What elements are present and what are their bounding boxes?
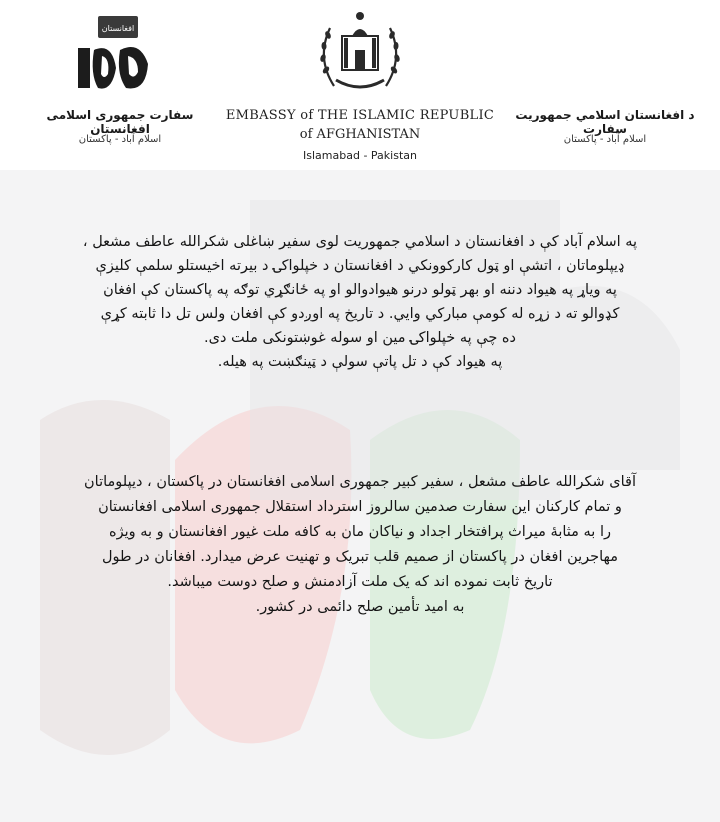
dari-line: مهاجرین افغان در پاکستان از صمیم قلب تبریک و تهنیت عرض میدارد. افغانان در طول: [101, 549, 619, 565]
embassy-location-pashto: اسلام آباد - پاکستان: [563, 134, 647, 145]
dari-line: تاریخ ثابت نموده اند که یک ملت آزادمنش و صلح دوست میباشد.: [167, 574, 553, 590]
embassy-location-dari: اسلام آباد - پاکستان: [78, 134, 162, 145]
embassy-name-english-country: of AFGHANISTAN: [299, 127, 421, 142]
pashto-line: کډوالو ته د زړه له کومې مبارکي وايي. د تاریخ په اوږدو کې افغان ولس تل دا ثابته کړې: [100, 306, 620, 322]
logo-digit-one: [78, 48, 90, 88]
pashto-line: په اسلام آباد کې د افغانستان د اسلامي جمهوریت لوی سفیر ښاغلی شکرالله عاطف مشعل ،: [82, 234, 638, 250]
message-pashto: [40, 230, 680, 374]
independence-centenary-logo: [68, 14, 160, 94]
embassy-name-dari: سفارت جمهوری اسلامی افغانستان: [46, 108, 194, 136]
message-dari: [30, 470, 690, 620]
logo-banner-text: افغانستان: [101, 24, 135, 33]
dari-line: را به مثابهٔ میراث پرافتخار اجداد و نیاکان مان به کافه ملت غیور افغانستان و به ویژه: [109, 524, 611, 540]
dari-line: آقای شکرالله عاطف مشعل ، سفیر کبیر جمهوری اسلامی افغانستان در پاکستان ، دیپلوماتان: [84, 474, 636, 490]
dari-line: به امید تأمین صلح دائمی در کشور.: [255, 599, 465, 615]
embassy-name-pashto: د افغانستان اسلامي جمهوريت سفارت: [515, 108, 695, 136]
embassy-location-english: Islamabad - Pakistan: [303, 149, 417, 162]
letterhead: [0, 0, 720, 170]
pashto-line: په هیواد کې د تل پاتې سولې د ټینګښت په هیله.: [217, 354, 503, 370]
pashto-line: ډیپلوماتان ، اتشې او ټول کارکوونکي د افغانستان د خپلواکۍ د بیرته اخیستلو سلمې کلیزې: [95, 258, 625, 274]
national-emblem-icon: [312, 8, 408, 100]
dari-line: و تمام کارکنان این سفارت صدمین سالروز استرداد استقلال جمهوری اسلامی افغانستان: [98, 499, 622, 515]
pashto-line: په ویاړ په هیواد دننه او بهر ټولو درنو هیوادوالو او په ځانګړي توګه په پاکستان کې افغان: [103, 282, 617, 298]
message-body: [0, 170, 720, 822]
emblem-ribbon: [336, 80, 384, 87]
embassy-name-english: EMBASSY of THE ISLAMIC REPUBLIC: [225, 108, 495, 123]
pashto-line: ده چې په خپلواکۍ مین او سوله غوښتونکی ملت دی.: [204, 330, 516, 346]
